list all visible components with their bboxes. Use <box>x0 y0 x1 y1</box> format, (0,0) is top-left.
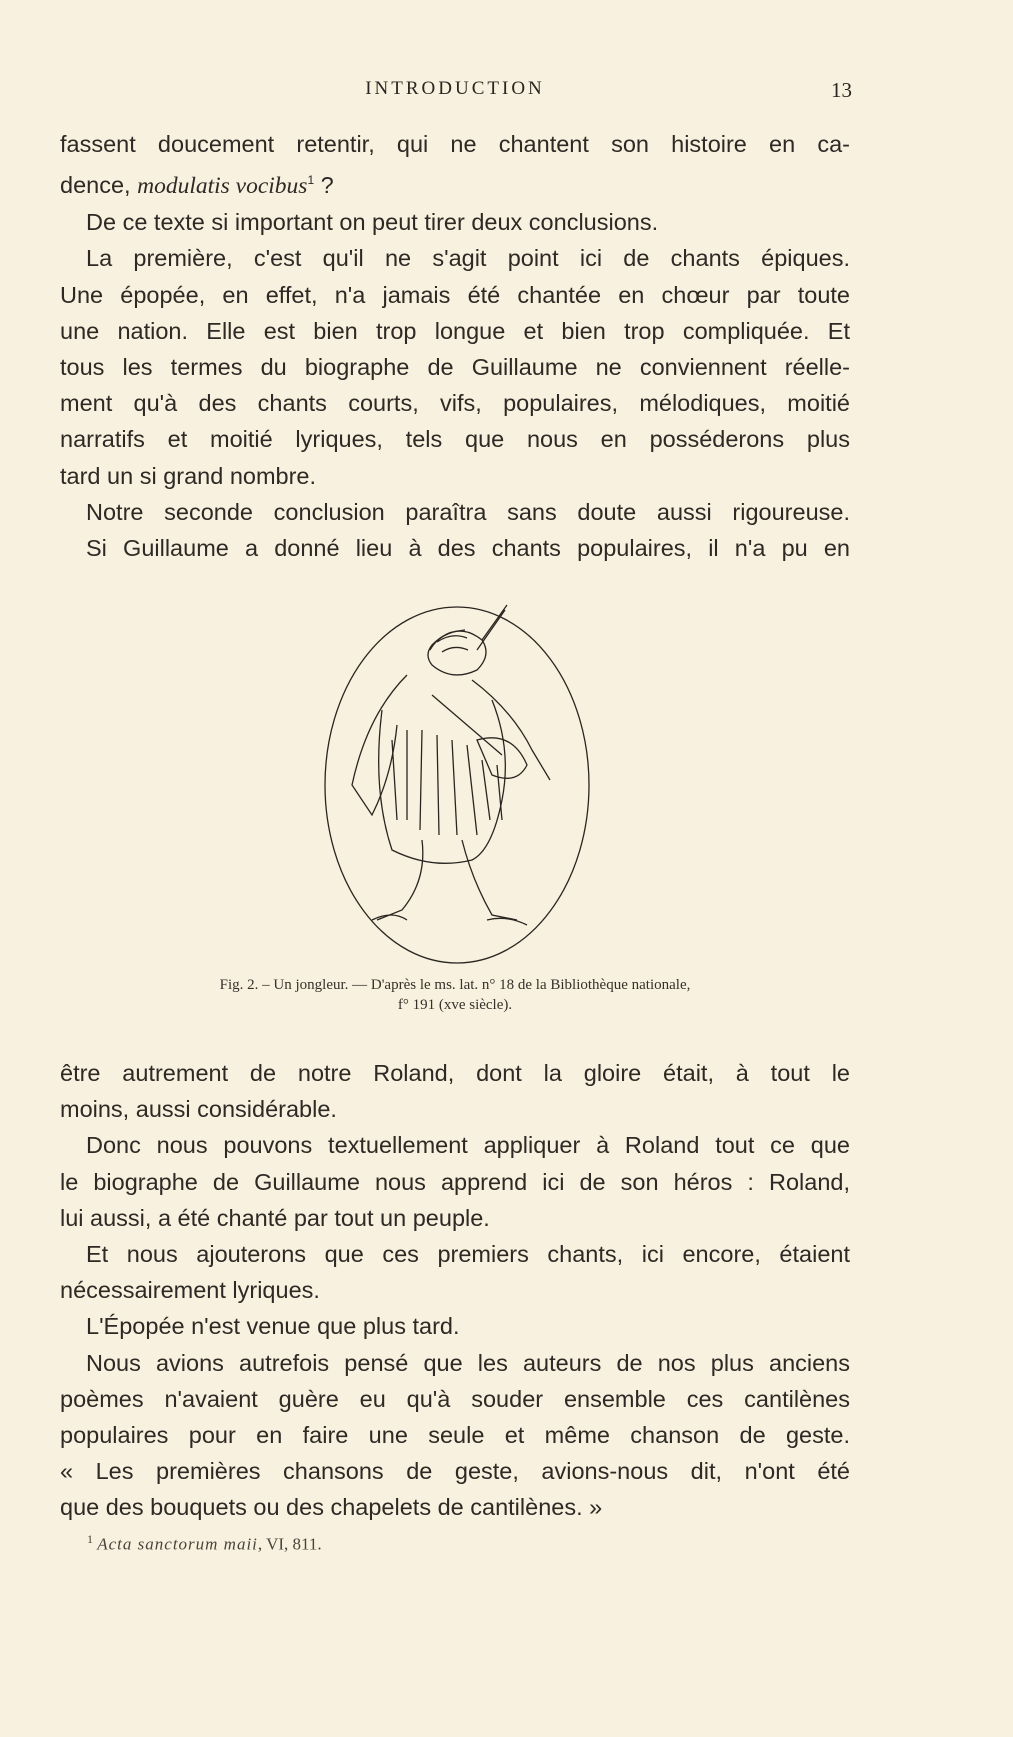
text-span: Si Guillaume a donné lieu à des chants populaires, il n'a pu en <box>86 535 850 562</box>
caption-line-1: Fig. 2. – Un jongleur. — D'après le ms. lat. n° 18 de la Bibliothèque nationale, <box>219 977 691 993</box>
italic-phrase: modulatis vocibus <box>137 173 308 200</box>
text-span: narratifs et moitié lyriques, tels que nous en posséderons plus <box>60 426 850 453</box>
body-text-top <box>60 126 850 566</box>
text-line <box>60 349 850 385</box>
jongleur-illustration <box>312 590 602 970</box>
figure-caption <box>60 975 850 1015</box>
text-line <box>60 458 850 494</box>
text-span: tous les termes du biographe de Guillaume ne conviennent réelle- <box>60 354 850 381</box>
text-span: La première, c'est qu'il ne s'agit point ici de chants épiques. <box>86 245 850 272</box>
page-number: 13 <box>831 78 852 102</box>
text-line <box>60 1200 850 1236</box>
text-span: lui aussi, a été chanté par tout un peuple. <box>60 1204 490 1231</box>
text-line <box>60 1381 850 1417</box>
text-line <box>60 126 850 162</box>
text-line <box>60 494 850 530</box>
text-line <box>60 313 850 349</box>
text-line <box>60 1272 850 1308</box>
figure-raised-arm <box>477 605 507 650</box>
figure-drapery-folds <box>392 730 502 835</box>
text-span: Notre seconde conclusion paraîtra sans doute aussi rigoureuse. <box>86 498 850 525</box>
text-span: Une épopée, en effet, n'a jamais été chantée en chœur par toute <box>60 281 850 308</box>
figure-instrument <box>432 695 527 778</box>
footnote-reference: , VI, 811. <box>257 1534 322 1554</box>
text-line <box>60 421 850 457</box>
text-line <box>60 1127 850 1163</box>
text-line <box>60 1417 850 1453</box>
text-line <box>60 1091 850 1127</box>
text-span: Et nous ajouterons que ces premiers chants, ici encore, étaient <box>86 1241 850 1268</box>
text-span: « Les premières chansons de geste, avions-nous dit, n'ont été <box>60 1458 850 1485</box>
text-line <box>60 1345 850 1381</box>
text-span: nécessairement lyriques. <box>60 1277 320 1304</box>
text-line <box>60 1453 850 1489</box>
text-span: que des bouquets ou des chapelets de cantilènes. » <box>60 1494 603 1521</box>
text-line <box>60 1489 850 1525</box>
text-span: dence, <box>60 172 138 199</box>
text-span: tard un si grand nombre. <box>60 462 317 489</box>
figure-cloak <box>352 675 550 815</box>
figure-feet <box>372 915 527 925</box>
text-span: fassent doucement retentir, qui ne chantent son histoire en ca- <box>60 131 850 157</box>
footnote-marker: 1 <box>87 1532 93 1546</box>
footnote-ref: 1 <box>307 173 315 188</box>
text-line <box>60 1164 850 1200</box>
body-text-bottom <box>60 1055 850 1526</box>
text-line <box>60 1236 850 1272</box>
text-line <box>60 530 850 566</box>
text-line <box>60 162 850 204</box>
text-line <box>60 240 850 276</box>
text-span: moins, aussi considérable. <box>60 1096 337 1123</box>
text-line <box>60 277 850 313</box>
text-span: poèmes n'avaient guère eu qu'à souder ensemble ces cantilènes <box>60 1385 850 1412</box>
text-span: De ce texte si important on peut tirer deux conclusions. <box>86 209 659 236</box>
caption-line-2: f° 191 (xve siècle). <box>397 997 513 1013</box>
text-span: ment qu'à des chants courts, vifs, populaires, mélodiques, moitié <box>60 390 850 417</box>
text-span: Nous avions autrefois pensé que les auteurs de nos plus anciens <box>86 1349 850 1376</box>
running-title: INTRODUCTION <box>365 78 545 99</box>
text-line <box>60 1055 850 1091</box>
text-line <box>60 204 850 240</box>
text-span: L'Épopée n'est venue que plus tard. <box>86 1313 460 1340</box>
footnote <box>87 1532 322 1555</box>
figure-head <box>428 631 486 675</box>
text-span: une nation. Elle est bien trop longue et bien trop compliquée. Et <box>60 317 850 344</box>
text-span: Donc nous pouvons textuellement appliquer à Roland tout ce que <box>86 1132 850 1159</box>
text-line <box>60 1308 850 1344</box>
text-span: le biographe de Guillaume nous apprend ici de son héros : Roland, <box>60 1168 850 1195</box>
figure-legs <box>377 840 517 920</box>
text-span: être autrement de notre Roland, dont la gloire était, à tout le <box>60 1060 850 1086</box>
text-span: ? <box>314 172 334 199</box>
figure-robe <box>379 700 506 863</box>
figure-oval-frame <box>325 607 589 963</box>
footnote-source: Acta sanctorum maii <box>97 1534 258 1554</box>
text-line <box>60 385 850 421</box>
text-span: populaires pour en faire une seule et même chanson de geste. <box>60 1422 850 1449</box>
